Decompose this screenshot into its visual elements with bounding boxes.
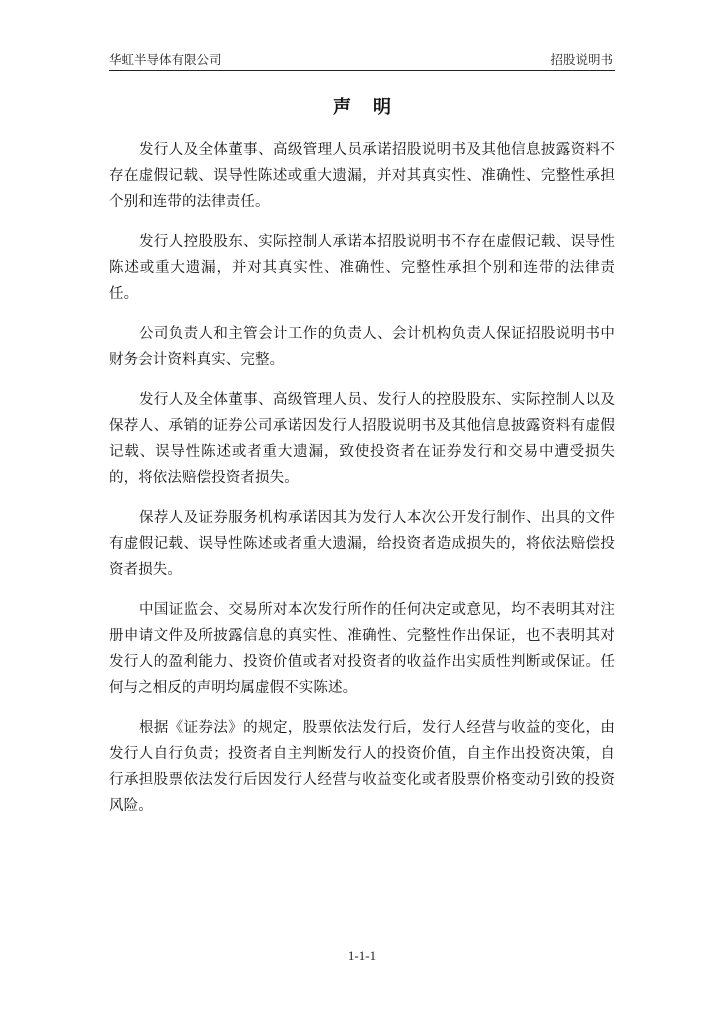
page-header [109,52,615,71]
declaration-body [109,137,615,833]
paragraph-issuer-commitment: 发行人及全体董事、高级管理人员承诺招股说明书及其他信息披露资料不存在虚假记载、误导性陈述或重大遗漏，并对其真实性、准确性、完整性承担个别和连带的法律责任。 [109,142,615,210]
paragraph-sponsor-commitment: 保荐人及证券服务机构承诺因其为发行人本次公开发行制作、出具的文件有虚假记载、误导性陈述或者重大遗漏，给投资者造成损失的，将依法赔偿投资者损失。 [109,510,615,578]
paragraph-compensation-commitment: 发行人及全体董事、高级管理人员、发行人的控股股东、实际控制人以及保荐人、承销的证券公司承诺因发行人招股说明书及其他信息披露资料有虚假记载、误导性陈述或者重大遗漏，致使投资者在证券发行和交易中遭受损失的，将依法赔偿投资者损失。 [109,392,615,486]
document-type: 招股说明书 [550,52,613,67]
page-number: 1-1-1 [347,948,377,963]
page-title: 声明 [333,97,413,118]
paragraph-financial-accuracy: 公司负责人和主管会计工作的负责人、会计机构负责人保证招股说明书中财务会计资料真实、完整。 [109,326,615,368]
paragraph-investment-risk: 根据《证券法》的规定，股票依法发行后，发行人经营与收益的变化，由发行人自行负责；投资者自主判断发行人的投资价值，自主作出投资决策，自行承担股票依法发行后因发行人经营与收益变化或者股票价格变动引致的投资风险。 [109,720,615,814]
paragraph-controlling-shareholder: 发行人控股股东、实际控制人承诺本招股说明书不存在虚假记载、误导性陈述或重大遗漏，并对其真实性、准确性、完整性承担个别和连带的法律责任。 [109,234,615,302]
company-name: 华虹半导体有限公司 [109,52,222,67]
paragraph-regulator-disclaimer: 中国证监会、交易所对本次发行所作的任何决定或意见，均不表明其对注册申请文件及所披露信息的真实性、准确性、完整性作出保证，也不表明其对发行人的盈利能力、投资价值或者对投资者的收益作出实质性判断或保证。任何与之相反的声明均属虚假不实陈述。 [109,602,615,696]
